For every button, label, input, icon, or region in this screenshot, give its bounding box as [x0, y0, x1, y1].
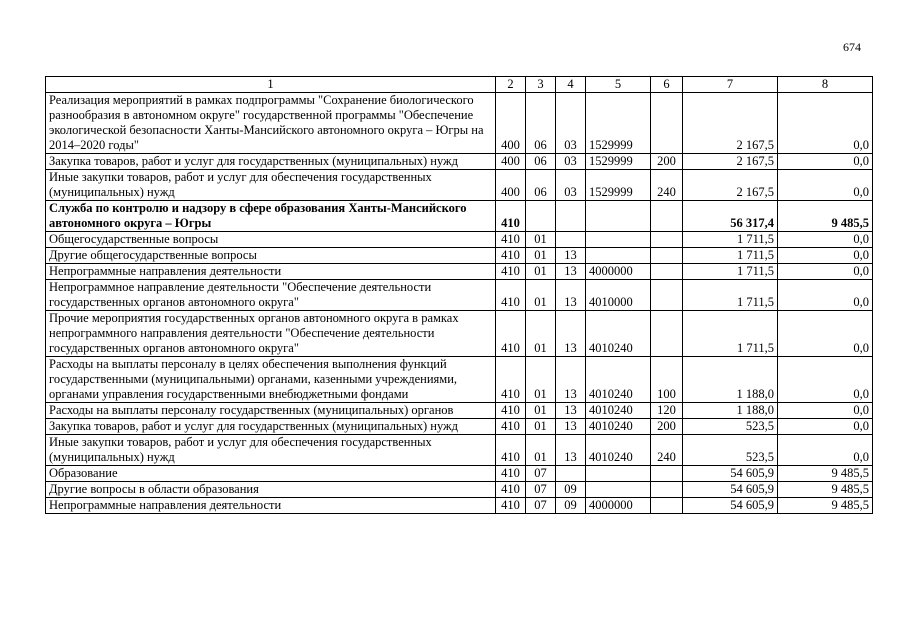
ministry-code-cell: 410 [496, 482, 526, 498]
target-article-cell [586, 466, 651, 482]
item-name-cell: Служба по контролю и надзору в сфере образования Ханты-Мансийского автономного округа – Югры [46, 201, 496, 232]
amount-cell: 1 711,5 [683, 264, 778, 280]
header-cell: 5 [586, 77, 651, 93]
section-code-cell: 01 [526, 280, 556, 311]
subsection-code-cell [556, 201, 586, 232]
ministry-code-cell: 410 [496, 435, 526, 466]
subvention-amount-cell: 0,0 [778, 232, 873, 248]
item-name-cell: Непрограммные направления деятельности [46, 264, 496, 280]
target-article-cell: 4000000 [586, 264, 651, 280]
header-row [46, 77, 873, 93]
ministry-code-cell: 410 [496, 466, 526, 482]
table-row [46, 264, 873, 280]
ministry-code-cell: 410 [496, 201, 526, 232]
ministry-code-cell: 400 [496, 154, 526, 170]
header-cell: 4 [556, 77, 586, 93]
item-name-cell: Реализация мероприятий в рамках подпрограммы "Сохранение биологического разнообразия в автономном округе" государственной программы "Обеспечение экологической безопасности Ханты-Мансийского автономного округа – Югры на 2014–2020 годы" [46, 93, 496, 154]
subsection-code-cell: 13 [556, 403, 586, 419]
amount-cell: 1 711,5 [683, 311, 778, 357]
ministry-code-cell: 410 [496, 498, 526, 514]
section-code-cell: 01 [526, 248, 556, 264]
amount-cell: 1 188,0 [683, 357, 778, 403]
ministry-code-cell: 410 [496, 403, 526, 419]
section-code-cell: 01 [526, 264, 556, 280]
item-name-cell: Закупка товаров, работ и услуг для государственных (муниципальных) нужд [46, 154, 496, 170]
amount-cell: 1 188,0 [683, 403, 778, 419]
item-name-cell: Иные закупки товаров, работ и услуг для обеспечения государственных (муниципальных) нужд [46, 435, 496, 466]
amount-cell: 523,5 [683, 419, 778, 435]
expense-type-cell [651, 280, 683, 311]
expense-type-cell [651, 311, 683, 357]
item-name-cell: Непрограммное направление деятельности "Обеспечение деятельности государственных органов автономного округа" [46, 280, 496, 311]
subvention-amount-cell: 9 485,5 [778, 201, 873, 232]
table-row [46, 154, 873, 170]
subvention-amount-cell: 0,0 [778, 280, 873, 311]
expense-type-cell: 240 [651, 170, 683, 201]
table-row [46, 93, 873, 154]
subsection-code-cell [556, 232, 586, 248]
target-article-cell: 4010000 [586, 280, 651, 311]
item-name-cell: Закупка товаров, работ и услуг для государственных (муниципальных) нужд [46, 419, 496, 435]
section-code-cell: 07 [526, 482, 556, 498]
table-row [46, 311, 873, 357]
ministry-code-cell: 400 [496, 93, 526, 154]
table-row [46, 280, 873, 311]
target-article-cell: 4010240 [586, 311, 651, 357]
amount-cell: 2 167,5 [683, 154, 778, 170]
expense-type-cell [651, 201, 683, 232]
header-cell: 6 [651, 77, 683, 93]
subsection-code-cell [556, 466, 586, 482]
subsection-code-cell: 13 [556, 357, 586, 403]
target-article-cell: 1529999 [586, 154, 651, 170]
amount-cell: 54 605,9 [683, 466, 778, 482]
item-name-cell: Прочие мероприятия государственных органов автономного округа в рамках непрограммного направления деятельности "Обеспечение деятельности государственных органов автономного округа" [46, 311, 496, 357]
section-code-cell [526, 201, 556, 232]
subsection-code-cell: 09 [556, 482, 586, 498]
item-name-cell: Общегосударственные вопросы [46, 232, 496, 248]
item-name-cell: Непрограммные направления деятельности [46, 498, 496, 514]
table-row [46, 498, 873, 514]
section-code-cell: 01 [526, 311, 556, 357]
subvention-amount-cell: 0,0 [778, 435, 873, 466]
item-name-cell: Расходы на выплаты персоналу в целях обеспечения выполнения функций государственными (муниципальными) органами, казенными учреждениями, органами управления государственными внебюджетными фондами [46, 357, 496, 403]
expense-type-cell [651, 232, 683, 248]
header-cell: 1 [46, 77, 496, 93]
subvention-amount-cell: 0,0 [778, 419, 873, 435]
table-row [46, 419, 873, 435]
subvention-amount-cell: 0,0 [778, 403, 873, 419]
amount-cell: 1 711,5 [683, 280, 778, 311]
header-cell: 8 [778, 77, 873, 93]
item-name-cell: Образование [46, 466, 496, 482]
amount-cell: 56 317,4 [683, 201, 778, 232]
section-code-cell: 07 [526, 498, 556, 514]
target-article-cell [586, 482, 651, 498]
item-name-cell: Другие вопросы в области образования [46, 482, 496, 498]
table-row [46, 201, 873, 232]
expense-type-cell [651, 482, 683, 498]
target-article-cell: 4010240 [586, 435, 651, 466]
table-row [46, 435, 873, 466]
ministry-code-cell: 410 [496, 248, 526, 264]
header-cell: 7 [683, 77, 778, 93]
subvention-amount-cell: 0,0 [778, 93, 873, 154]
target-article-cell [586, 248, 651, 264]
table-row [46, 170, 873, 201]
ministry-code-cell: 410 [496, 264, 526, 280]
item-name-cell: Иные закупки товаров, работ и услуг для обеспечения государственных (муниципальных) нужд [46, 170, 496, 201]
ministry-code-cell: 410 [496, 419, 526, 435]
subsection-code-cell: 13 [556, 264, 586, 280]
subvention-amount-cell: 0,0 [778, 311, 873, 357]
table-row [46, 403, 873, 419]
expense-type-cell [651, 498, 683, 514]
subsection-code-cell: 03 [556, 170, 586, 201]
target-article-cell: 4010240 [586, 403, 651, 419]
table-row [46, 466, 873, 482]
expense-type-cell: 200 [651, 419, 683, 435]
table-row [46, 248, 873, 264]
subvention-amount-cell: 0,0 [778, 264, 873, 280]
expense-type-cell: 200 [651, 154, 683, 170]
expense-type-cell [651, 248, 683, 264]
amount-cell: 54 605,9 [683, 498, 778, 514]
subsection-code-cell: 09 [556, 498, 586, 514]
subsection-code-cell: 13 [556, 311, 586, 357]
section-code-cell: 01 [526, 403, 556, 419]
subsection-code-cell: 13 [556, 248, 586, 264]
subsection-code-cell: 03 [556, 93, 586, 154]
subvention-amount-cell: 0,0 [778, 248, 873, 264]
target-article-cell: 4000000 [586, 498, 651, 514]
header-cell: 3 [526, 77, 556, 93]
item-name-cell: Расходы на выплаты персоналу государственных (муниципальных) органов [46, 403, 496, 419]
subvention-amount-cell: 9 485,5 [778, 466, 873, 482]
ministry-code-cell: 400 [496, 170, 526, 201]
table-row [46, 357, 873, 403]
ministry-code-cell: 410 [496, 357, 526, 403]
ministry-code-cell: 410 [496, 280, 526, 311]
section-code-cell: 01 [526, 419, 556, 435]
target-article-cell [586, 201, 651, 232]
expense-type-cell: 240 [651, 435, 683, 466]
amount-cell: 1 711,5 [683, 248, 778, 264]
section-code-cell: 06 [526, 154, 556, 170]
section-code-cell: 06 [526, 170, 556, 201]
section-code-cell: 07 [526, 466, 556, 482]
subvention-amount-cell: 9 485,5 [778, 482, 873, 498]
expense-type-cell: 100 [651, 357, 683, 403]
target-article-cell: 1529999 [586, 170, 651, 201]
section-code-cell: 01 [526, 435, 556, 466]
subvention-amount-cell: 0,0 [778, 154, 873, 170]
section-code-cell: 01 [526, 232, 556, 248]
target-article-cell: 1529999 [586, 93, 651, 154]
expense-type-cell [651, 466, 683, 482]
expense-type-cell [651, 264, 683, 280]
amount-cell: 1 711,5 [683, 232, 778, 248]
subsection-code-cell: 13 [556, 435, 586, 466]
amount-cell: 523,5 [683, 435, 778, 466]
target-article-cell [586, 232, 651, 248]
amount-cell: 2 167,5 [683, 93, 778, 154]
section-code-cell: 01 [526, 357, 556, 403]
table-row [46, 482, 873, 498]
expense-type-cell: 120 [651, 403, 683, 419]
page-number: 674 [843, 40, 861, 54]
amount-cell: 2 167,5 [683, 170, 778, 201]
section-code-cell: 06 [526, 93, 556, 154]
ministry-code-cell: 410 [496, 311, 526, 357]
subsection-code-cell: 03 [556, 154, 586, 170]
subvention-amount-cell: 0,0 [778, 170, 873, 201]
ministry-code-cell: 410 [496, 232, 526, 248]
expense-type-cell [651, 93, 683, 154]
target-article-cell: 4010240 [586, 357, 651, 403]
target-article-cell: 4010240 [586, 419, 651, 435]
budget-table [45, 76, 873, 514]
subvention-amount-cell: 9 485,5 [778, 498, 873, 514]
item-name-cell: Другие общегосударственные вопросы [46, 248, 496, 264]
header-cell: 2 [496, 77, 526, 93]
table-row [46, 232, 873, 248]
amount-cell: 54 605,9 [683, 482, 778, 498]
subsection-code-cell: 13 [556, 419, 586, 435]
subsection-code-cell: 13 [556, 280, 586, 311]
subvention-amount-cell: 0,0 [778, 357, 873, 403]
